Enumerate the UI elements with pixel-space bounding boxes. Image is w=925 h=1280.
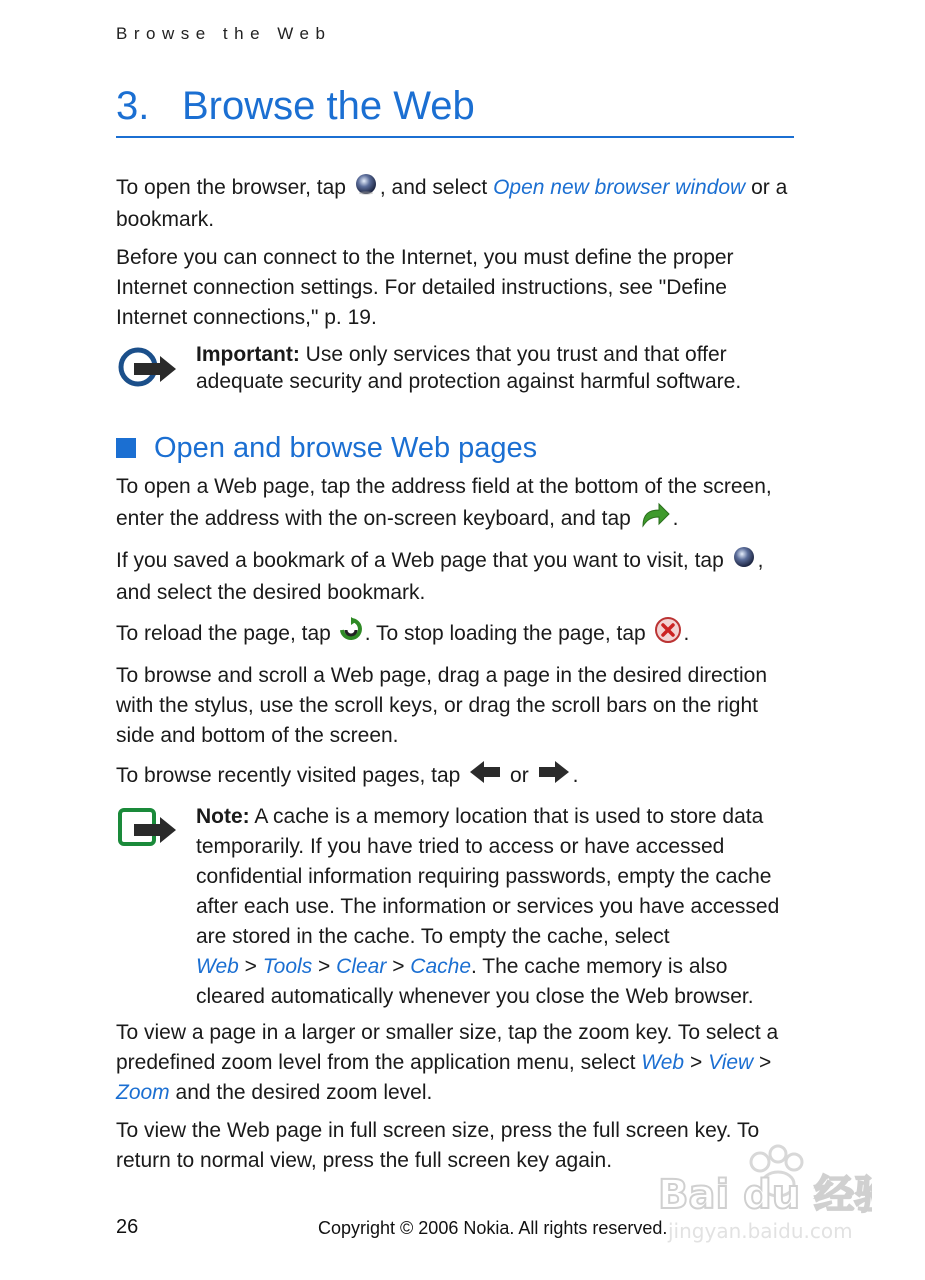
path-separator: > [318, 955, 331, 978]
watermark-url: jingyan.baidu.com [668, 1219, 853, 1243]
para4-text-after: , and select the desired bookmark. [116, 549, 764, 604]
stop-icon [654, 616, 682, 653]
para1-text-middle: , and select [379, 176, 488, 200]
paragraph-internet-settings: Before you can connect to the Internet, you must define the proper Internet connection settings. For detailed instructions, see "Define Internet connections," p. 19. [116, 246, 734, 329]
forward-arrow-icon [537, 759, 571, 794]
globe-icon [354, 172, 378, 205]
section-heading-text: Open and browse Web pages [154, 432, 538, 464]
menu-path-view[interactable]: View [708, 1051, 754, 1074]
para7-text-middle: or [510, 764, 529, 788]
note-icon [116, 802, 196, 1012]
running-head: Browse the Web [116, 24, 332, 43]
paragraph-bookmark [116, 545, 796, 608]
paragraph-open-browser [116, 172, 796, 235]
go-arrow-icon [639, 502, 671, 537]
important-icon [116, 341, 196, 400]
paragraph-fullscreen: To view the Web page in full screen size, press the full screen key. To return to normal view, press the full screen key again. [116, 1119, 760, 1172]
menu-path-web[interactable]: Web [196, 955, 239, 978]
para3-text-after: . [672, 507, 679, 531]
para5-text-after: . [683, 622, 690, 646]
paragraph-zoom [116, 1018, 796, 1108]
paragraph-history [116, 759, 796, 794]
note-after: . The cache memory is also cleared automatically whenever you close the Web browser. [196, 955, 754, 1008]
note-notice [116, 802, 796, 1012]
para5-text-before: To reload the page, tap [116, 622, 331, 646]
path-separator: > [689, 1051, 703, 1074]
important-text: Use only services that you trust and that offer adequate security and protection against harmful software. [196, 343, 742, 393]
para7-text-after: . [572, 764, 579, 788]
important-lead: Important: [196, 343, 300, 366]
path-separator: > [244, 955, 257, 978]
back-arrow-icon [468, 759, 502, 794]
page-number: 26 [116, 1216, 139, 1238]
menu-path-zoom[interactable]: Zoom [116, 1081, 170, 1104]
page-content [116, 172, 796, 1184]
chapter-title [116, 80, 794, 138]
copyright: Copyright © 2006 Nokia. All rights reserved. [318, 1218, 668, 1238]
chapter-number: 3. [116, 84, 150, 128]
open-new-browser-window-link[interactable]: Open new browser window [493, 176, 746, 200]
menu-path-clear[interactable]: Clear [336, 955, 387, 978]
note-text: A cache is a memory location that is used to store data temporarily. If you have tried to access or have accessed confidential information requiring passwords, empty the cache after each use. The information or services you have accessed are stored in the cache. To empty the cache, select [196, 805, 780, 948]
para3-text-before: To open a Web page, tap the address field at the bottom of the screen, enter the address with the on-screen keyboard, and tap [116, 475, 772, 531]
paragraph-reload [116, 616, 796, 653]
para8-text-after: and the desired zoom level. [175, 1081, 433, 1104]
menu-path-cache[interactable]: Cache [410, 955, 471, 978]
watermark-brand: Bai du 经验 [658, 1172, 872, 1218]
para4-text-before: If you saved a bookmark of a Web page that you want to visit, tap [116, 549, 724, 573]
note-lead: Note: [196, 805, 250, 828]
reload-icon [339, 617, 363, 652]
paragraph-open-page [116, 472, 796, 537]
para8-text-before: To view a page in a larger or smaller size, tap the zoom key. To select a predefined zoom level from the application menu, select [116, 1021, 779, 1074]
baidu-watermark [652, 1140, 872, 1250]
para5-text-middle: . To stop loading the page, tap [364, 622, 646, 646]
paragraph-scroll: To browse and scroll a Web page, drag a page in the desired direction with the stylus, use the scroll keys, or drag the scroll bars on the right side and bottom of the screen. [116, 664, 768, 747]
globe-icon [732, 545, 756, 578]
path-separator: > [392, 955, 405, 978]
section-bullet [116, 438, 136, 458]
path-separator: > [759, 1051, 772, 1074]
para7-text-before: To browse recently visited pages, tap [116, 764, 461, 788]
important-notice [116, 341, 796, 400]
para1-text-before: To open the browser, tap [116, 176, 346, 200]
section-heading [116, 430, 796, 466]
menu-path-tools[interactable]: Tools [262, 955, 313, 978]
chapter-title-text: Browse the Web [182, 84, 475, 128]
menu-path-web[interactable]: Web [641, 1051, 685, 1074]
para1-text-after: or a bookmark. [116, 176, 788, 231]
